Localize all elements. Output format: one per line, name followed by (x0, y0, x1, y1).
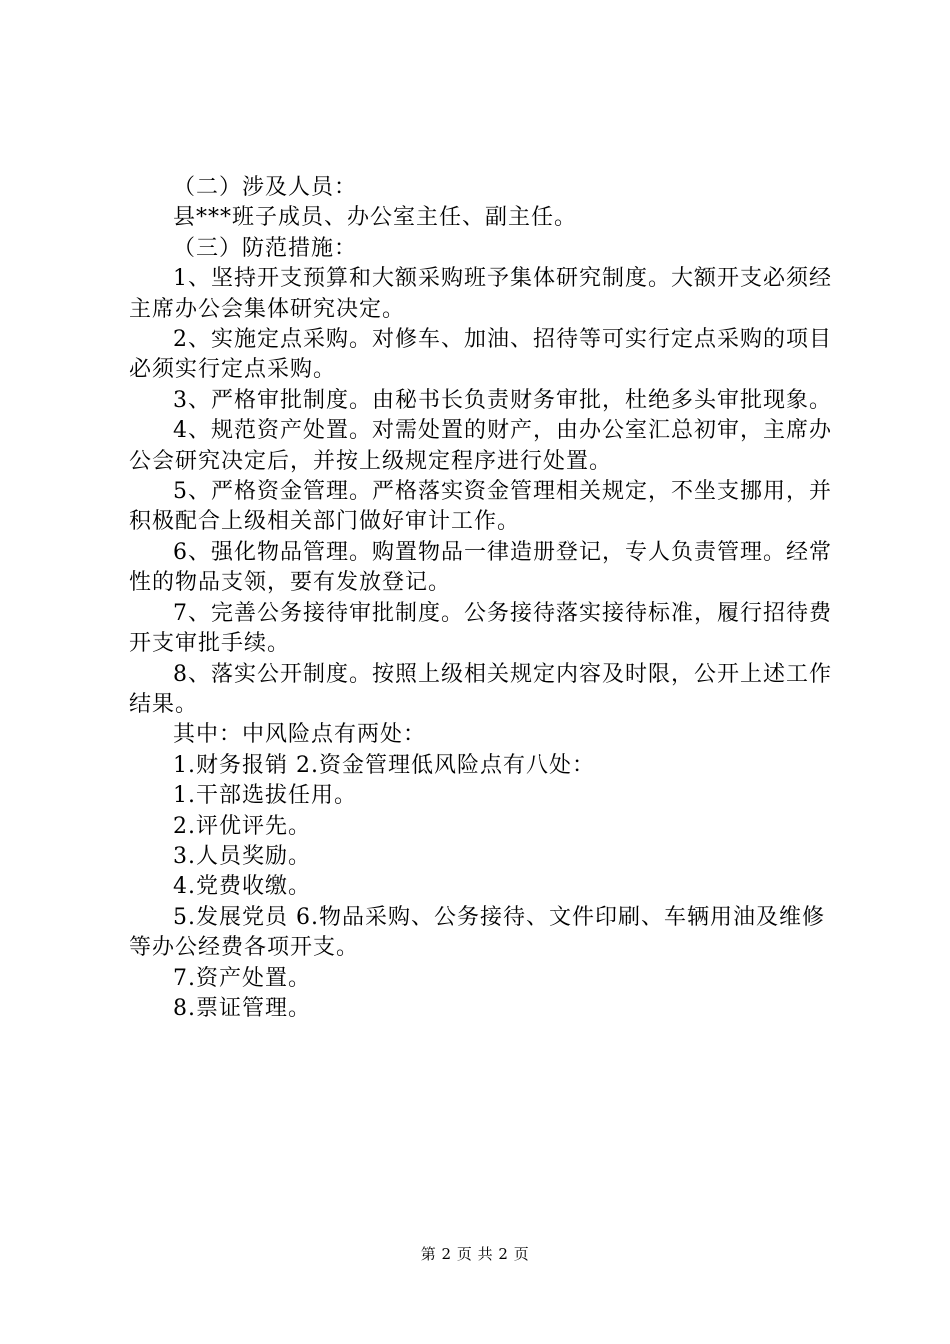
risk-low-item-4: 4.党费收缴。 (173, 874, 311, 900)
measure-item-7: 7、完善公务接待审批制度。公务接待落实接待标准，履行招待费开支审批手续。 (129, 600, 832, 657)
risk-low-item-8: 8.票证管理。 (173, 995, 311, 1021)
document-body (129, 173, 835, 1024)
measure-item-5: 5、严格资金管理。严格落实资金管理相关规定，不坐支挪用，并积极配合上级相关部门做好审计工作。 (129, 479, 832, 535)
measure-item-6: 6、强化物品管理。购置物品一律造册登记，专人负责管理。经常性的物品支领，要有发放登记。 (129, 539, 832, 596)
risk-low-item-3: 3.人员奖励。 (173, 843, 311, 869)
risk-low-item-5-6: 5.发展党员 6.物品采购、公务接待、文件印刷、车辆用油及维修等办公经费各项开支。 (129, 904, 825, 961)
measure-item-4: 4、规范资产处置。对需处置的财产，由办公室汇总初审，主席办公会研究决定后，并按上级规定程序进行处置。 (129, 418, 832, 474)
risk-medium-list: 1.财务报销 2.资金管理低风险点有八处： (173, 752, 595, 778)
measure-item-3: 3、严格审批制度。由秘书长负责财务审批，杜绝多头审批现象。 (173, 387, 832, 413)
risk-low-item-7: 7.资产处置。 (173, 965, 311, 991)
measure-item-1: 1、坚持开支预算和大额采购班予集体研究制度。大额开支必须经主席办公会集体研究决定。 (129, 266, 832, 322)
risk-low-item-1: 1.干部选拔任用。 (173, 783, 357, 809)
personnel-list: 县***班子成员、办公室主任、副主任。 (173, 205, 578, 231)
measure-item-2: 2、实施定点采购。对修车、加油、招待等可实行定点采购的项目必须实行定点采购。 (129, 327, 832, 383)
risk-low-item-2: 2.评优评先。 (173, 813, 311, 839)
risk-summary: 其中：中风险点有两处： (173, 722, 427, 748)
section-heading-personnel: （二）涉及人员： (173, 175, 358, 200)
measure-item-8: 8、落实公开制度。按照上级相关规定内容及时限，公开上述工作结果。 (129, 661, 832, 717)
section-heading-measures: （三）防范措施： (173, 235, 358, 261)
page-number-footer: 第 2 页 共 2 页 (420, 1245, 530, 1263)
